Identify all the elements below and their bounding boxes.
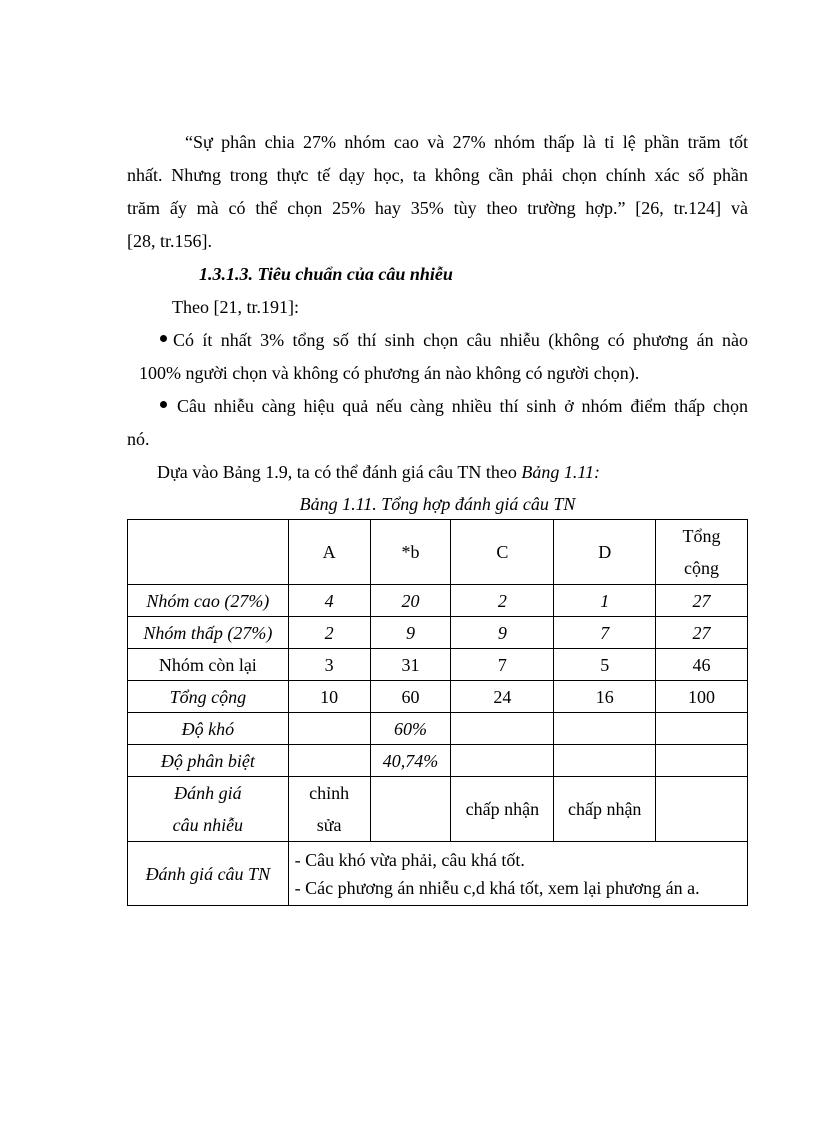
cell-b: 9: [370, 617, 451, 649]
table-intro-ref: Bảng 1.11:: [521, 462, 600, 482]
bullet-2-line-2: nó.: [127, 429, 150, 449]
cell-total: 46: [656, 649, 748, 681]
item-eval-row: [128, 842, 748, 906]
quote-line-2: nhất. Nhưng trong thực tế dạy học, ta không cần phải chọn chính xác số phần: [127, 165, 748, 185]
cell-c: 2: [451, 585, 554, 617]
distractor-eval-a-line-2: sửa: [316, 815, 342, 835]
cell-a: 10: [288, 681, 370, 713]
bullet-1-line-1: Có ít nhất 3% tổng số thí sinh chọn câu nhiễu (không có phương án nào: [173, 330, 748, 350]
distractor-eval-a-line-1: chỉnh: [309, 783, 350, 803]
table-intro-text: Dựa vào Bảng 1.9, ta có thể đánh giá câu TN theo: [157, 462, 522, 482]
header-d: D: [554, 520, 656, 585]
bullet-2: [160, 390, 748, 423]
difficulty-c: [451, 713, 554, 745]
difficulty-d: [554, 713, 656, 745]
quote-line-3: trăm ấy mà có thể chọn 25% hay 35% tùy theo trường hợp.” [26, tr.124] và: [127, 198, 748, 218]
table-row: [128, 649, 748, 681]
discrimination-b: 40,74%: [370, 745, 451, 777]
difficulty-a: [288, 713, 370, 745]
distractor-eval-total: [656, 777, 748, 842]
cell-b: 60: [370, 681, 451, 713]
item-eval-label: Đánh giá câu TN: [128, 842, 289, 906]
distractor-eval-row: [128, 777, 748, 842]
cell-a: 2: [288, 617, 370, 649]
cell-d: 7: [554, 617, 656, 649]
table-intro: [157, 456, 600, 489]
header-total: [656, 520, 748, 585]
evaluation-table: [127, 519, 748, 906]
cell-total: 27: [656, 617, 748, 649]
distractor-eval-label: [128, 777, 289, 842]
cell-b: 31: [370, 649, 451, 681]
item-eval-note-2: - Các phương án nhiễu c,d khá tốt, xem lại phương án a.: [294, 877, 700, 898]
quote-line-1: “Sự phân chia 27% nhóm cao và 27% nhóm thấp là tỉ lệ phần trăm tốt: [185, 132, 748, 152]
bullet-icon: [160, 401, 167, 408]
cell-b: 20: [370, 585, 451, 617]
theo-line: Theo [21, tr.191]:: [172, 297, 299, 317]
cell-a: 4: [288, 585, 370, 617]
cell-c: 7: [451, 649, 554, 681]
distractor-eval-a: [288, 777, 370, 842]
cell-c: 9: [451, 617, 554, 649]
table-row: [128, 681, 748, 713]
table-header-row: [128, 520, 748, 585]
row-label: Nhóm còn lại: [128, 649, 289, 681]
cell-a: 3: [288, 649, 370, 681]
discrimination-label: Độ phân biệt: [128, 745, 289, 777]
discrimination-a: [288, 745, 370, 777]
difficulty-total: [656, 713, 748, 745]
table-row: [128, 585, 748, 617]
section-heading: 1.3.1.3. Tiêu chuẩn của câu nhiễu: [199, 264, 453, 284]
table-row: [128, 617, 748, 649]
bullet-1-line-2: 100% người chọn và không có phương án nào không có người chọn).: [139, 363, 640, 383]
header-total-line-2: cộng: [684, 558, 720, 578]
bullet-icon: [160, 335, 167, 342]
discrimination-total: [656, 745, 748, 777]
item-eval-notes: [288, 842, 747, 906]
bullet-2-line-1: Câu nhiễu càng hiệu quả nếu càng nhiều thí sinh ở nhóm điểm thấp chọn: [177, 396, 748, 416]
header-total-line-1: Tổng: [682, 526, 721, 546]
item-eval-note-1: - Câu khó vừa phải, câu khá tốt.: [294, 849, 525, 870]
header-a: A: [288, 520, 370, 585]
header-empty-cell: [128, 520, 289, 585]
distractor-eval-c: chấp nhận: [451, 777, 554, 842]
row-label: Tổng cộng: [128, 681, 289, 713]
difficulty-b: 60%: [370, 713, 451, 745]
distractor-eval-label-line-2: câu nhiễu: [172, 815, 244, 835]
row-label: Nhóm thấp (27%): [128, 617, 289, 649]
difficulty-row: [128, 713, 748, 745]
distractor-eval-b: [370, 777, 451, 842]
row-label: Nhóm cao (27%): [128, 585, 289, 617]
quote-line-4: [28, tr.156].: [127, 231, 212, 251]
cell-total: 100: [656, 681, 748, 713]
cell-d: 5: [554, 649, 656, 681]
bullet-1: [160, 324, 748, 357]
cell-d: 16: [554, 681, 656, 713]
table-caption: Bảng 1.11. Tổng hợp đánh giá câu TN: [299, 494, 576, 514]
discrimination-d: [554, 745, 656, 777]
discrimination-row: [128, 745, 748, 777]
header-c: C: [451, 520, 554, 585]
header-b: *b: [370, 520, 451, 585]
difficulty-label: Độ khó: [128, 713, 289, 745]
cell-total: 27: [656, 585, 748, 617]
cell-d: 1: [554, 585, 656, 617]
distractor-eval-d: chấp nhận: [554, 777, 656, 842]
cell-c: 24: [451, 681, 554, 713]
discrimination-c: [451, 745, 554, 777]
distractor-eval-label-line-1: Đánh giá: [174, 783, 242, 803]
